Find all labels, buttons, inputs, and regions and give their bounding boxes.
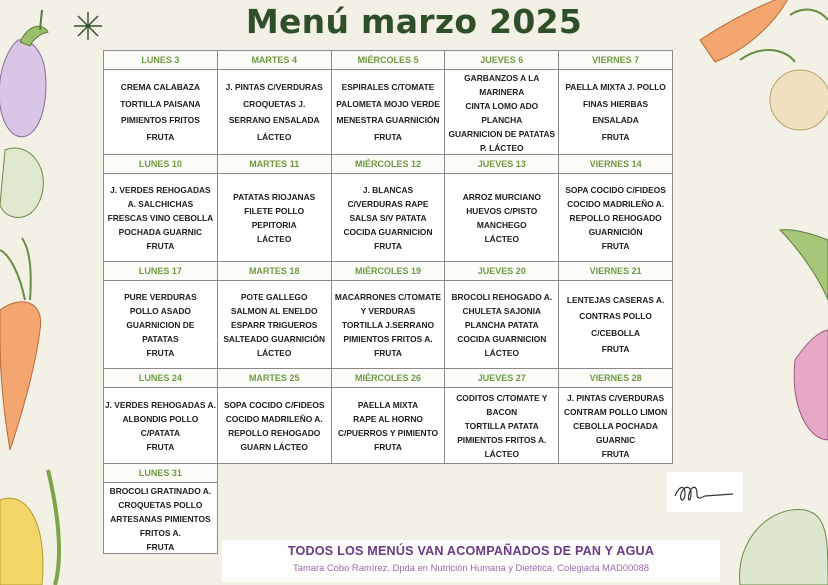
menu-item: PIMIENTOS FRITOS A. [343, 333, 433, 344]
menu-item: J. PINTAS C/VERDURAS [225, 82, 323, 92]
menu-item: TORTILLA PATATA [464, 420, 539, 431]
menu-item: SOPA COCIDO C/FIDEOS [565, 184, 666, 195]
footer-credit: Tamara Cobo Ramírez. Dpda en Nutrición Humana y Dietética. Colegiada MAD00088 [293, 562, 649, 573]
signature-scribble-icon [667, 472, 743, 512]
day-header: MARTES 25 [218, 369, 331, 388]
menu-item: FINAS HIERBAS [583, 98, 649, 109]
menu-item: PAELLA MIXTA [357, 399, 419, 410]
day-cell [103, 50, 218, 155]
week-row [103, 154, 677, 261]
menu-item: PAELLA MIXTA J. POLLO [565, 82, 666, 92]
menu-item: SALTEADO GUARNICIÓN [223, 333, 326, 344]
menu-item: POTE GALLEGO [240, 291, 308, 302]
day-header: LUNES 31 [104, 464, 217, 483]
page-title: Menú marzo 2025 [245, 2, 583, 41]
day-header: MIÉRCOLES 5 [332, 51, 445, 70]
lettuce-icon [0, 148, 43, 217]
week-row [103, 368, 677, 463]
day-cell [331, 368, 446, 464]
cabbage-icon [740, 510, 828, 585]
day-header: VIERNES 14 [559, 155, 672, 174]
menu-item: SALSA S/V PATATA [349, 212, 427, 223]
menu-item: FRESCAS VINO CEBOLLA [107, 212, 214, 223]
menu-item: COCIDA GUARNICION [343, 226, 433, 237]
corn-icon [0, 470, 59, 585]
menu-item: GUARNIC [596, 434, 636, 445]
day-cell [331, 50, 446, 155]
day-header: MARTES 18 [218, 262, 331, 281]
day-header: JUEVES 6 [445, 51, 558, 70]
menu-item: A. SALCHICHAS [127, 198, 194, 209]
day-header: LUNES 3 [104, 51, 217, 70]
day-header: VIERNES 28 [559, 369, 672, 388]
menu-item: FRUTA [146, 347, 175, 358]
menu-item: PEPITORIA [251, 219, 297, 230]
day-header: LUNES 17 [104, 262, 217, 281]
menu-item: FRUTA [146, 441, 175, 452]
menu-item: MARINERA [479, 87, 525, 97]
menu-item: MENESTRA GUARNICIÓN [336, 115, 440, 125]
day-cell [558, 50, 673, 155]
menu-item: FRUTA [374, 240, 402, 251]
menu-item: P. LÁCTEO [479, 143, 524, 153]
menu-item: SOPA COCIDO C/FIDEOS [223, 399, 325, 410]
menu-item: CROQUETAS POLLO [118, 500, 203, 510]
menu-item: SALMON AL ENELDO [230, 305, 318, 316]
day-header: MIÉRCOLES 12 [332, 155, 445, 174]
menu-item: PURE VERDURAS [124, 291, 197, 302]
menu-item: POCHADA GUARNIC [118, 226, 203, 237]
menu-item: CINTA LOMO ADO [465, 101, 539, 111]
menu-item: FRUTA [146, 131, 175, 142]
onion-icon [740, 50, 828, 130]
menu-item: POLLO ASADO [129, 305, 191, 316]
menu-item: COCIDO MADRILEÑO A. [225, 413, 323, 424]
menu-item: FRUTA [146, 240, 175, 251]
menu-item: COCIDA GUARNICION [457, 333, 547, 344]
menu-item: LÁCTEO [484, 233, 519, 244]
menu-item: J. VERDES REHOGADAS [110, 184, 211, 195]
day-cell [558, 368, 673, 464]
day-header: MARTES 11 [218, 155, 331, 174]
menu-item: J. VERDES REHOGADAS A. [105, 399, 216, 410]
menu-item: Y VERDURAS [360, 305, 416, 316]
menu-item: LÁCTEO [256, 131, 292, 142]
week-row [103, 50, 677, 154]
menu-item: BROCOLI GRATINADO A. [109, 486, 212, 496]
day-cell [444, 154, 559, 262]
menu-item: CONTRAS POLLO [579, 311, 652, 321]
day-cell [444, 368, 559, 464]
menu-item: C/VERDURAS RAPE [347, 198, 429, 209]
menu-item: FILETE POLLO [244, 205, 305, 216]
menu-item: CHULETA SAJONIA [462, 305, 542, 316]
menu-item: FRITOS A. [139, 528, 181, 538]
menu-item: ALBONDIG POLLO [122, 413, 199, 424]
menu-item: CODITOS C/TOMATE Y [456, 392, 548, 403]
menu-item: ARTESANAS PIMIENTOS [110, 514, 211, 524]
menu-item: FRUTA [374, 131, 402, 142]
footer-note: TODOS LOS MENÚS VAN ACOMPAÑADOS DE PAN Y AGUA [287, 544, 655, 558]
day-cell [103, 154, 218, 262]
menu-item: LÁCTEO [484, 347, 519, 358]
menu-item: LÁCTEO [256, 347, 292, 358]
menu-item: GUARNICION DE PATATAS [448, 129, 556, 139]
day-header: JUEVES 20 [445, 262, 558, 281]
day-cell [558, 154, 673, 262]
day-header: JUEVES 27 [445, 369, 558, 388]
day-cell [558, 261, 673, 369]
menu-item: CROQUETAS J. [243, 98, 306, 109]
menu-item: PATATAS [142, 333, 179, 344]
menu-item: PLANCHA [481, 115, 523, 125]
day-cell [217, 50, 332, 155]
menu-item: CREMA CALABAZA [120, 82, 201, 92]
day-header: JUEVES 13 [445, 155, 558, 174]
menu-item: C/PATATA [140, 427, 181, 438]
day-header: LUNES 10 [104, 155, 217, 174]
menu-item: BROCOLI REHOGADO A. [451, 291, 553, 302]
day-cell [331, 154, 446, 262]
menu-item: TORTILLA J.SERRANO [341, 319, 435, 330]
menu-item: GARBANZOS A LA [464, 73, 540, 83]
menu-item: COCIDO MADRILEÑO A. [567, 198, 665, 209]
day-cell [444, 50, 559, 155]
day-header: VIERNES 7 [559, 51, 672, 70]
radish-icon [794, 330, 828, 440]
menu-item: FRUTA [601, 240, 630, 251]
menu-item: FRUTA [146, 542, 175, 552]
menu-item: BACON [486, 406, 518, 417]
menu-item: LÁCTEO [256, 233, 292, 244]
menu-item: LÁCTEO [484, 448, 519, 459]
menu-item: PALOMETA MOJO VERDE [336, 98, 440, 109]
menu-item: FRUTA [601, 131, 630, 142]
menu-item: FRUTA [374, 347, 402, 358]
day-cell [103, 463, 218, 554]
day-header: MARTES 4 [218, 51, 331, 70]
day-cell [217, 154, 332, 262]
day-cell [217, 261, 332, 369]
menu-item: ESPIRALES C/TOMATE [341, 82, 435, 92]
day-cell [103, 261, 218, 369]
menu-item: GUARNICIÓN [588, 226, 643, 237]
week-row [103, 261, 677, 368]
menu-item: PIMIENTOS FRITOS [120, 115, 200, 125]
menu-item: FRUTA [601, 448, 630, 459]
menu-item: C/CEBOLLA [591, 327, 641, 338]
carrot-icon [0, 238, 41, 450]
day-header: LUNES 24 [104, 369, 217, 388]
menu-item: LENTEJAS CASERAS A. [566, 294, 665, 305]
day-header: MIÉRCOLES 19 [332, 262, 445, 281]
menu-item: ENSALADA [592, 115, 639, 125]
menu-item: ESPARR TRIGUEROS [230, 319, 318, 330]
day-header: MIÉRCOLES 26 [332, 369, 445, 388]
menu-item: J. PINTAS C/VERDURAS [567, 392, 665, 403]
menu-item: GUARNICION DE [126, 319, 195, 330]
signature [667, 472, 743, 512]
menu-item: FRUTA [374, 441, 402, 452]
menu-item: REPOLLO REHOGADO [569, 212, 662, 223]
menu-item: CONTRAM POLLO LIMON [563, 406, 668, 417]
footer [222, 540, 720, 582]
menu-item: GUARN LÁCTEO [240, 441, 308, 452]
menu-calendar [103, 50, 677, 553]
menu-item: C/PUERROS Y PIMIENTO [337, 427, 439, 438]
menu-item: CEBOLLA POCHADA [573, 420, 658, 431]
menu-item: ARROZ MURCIANO [462, 191, 541, 202]
menu-item: PIMIENTOS FRITOS A. [457, 434, 547, 445]
menu-item: REPOLLO REHOGADO [228, 427, 321, 438]
menu-item: J. BLANCAS [362, 184, 414, 195]
menu-item: RAPE AL HORNO [353, 413, 423, 424]
menu-item: SERRANO ENSALADA [228, 115, 320, 125]
menu-item: HUEVOS C/PISTO [466, 205, 538, 216]
menu-item: MACARRONES C/TOMATE [334, 291, 442, 302]
menu-item: PLANCHA PATATA [464, 319, 539, 330]
day-cell [217, 368, 332, 464]
menu-item: TORTILLA PAISANA [120, 98, 201, 109]
day-cell [103, 368, 218, 464]
menu-item: PATATAS RIOJANAS [233, 191, 316, 202]
day-cell [331, 261, 446, 369]
menu-item: FRUTA [601, 344, 630, 354]
day-header: VIERNES 21 [559, 262, 672, 281]
menu-item: MANCHEGO [476, 219, 527, 230]
leaf-icon [780, 230, 828, 300]
day-cell [444, 261, 559, 369]
